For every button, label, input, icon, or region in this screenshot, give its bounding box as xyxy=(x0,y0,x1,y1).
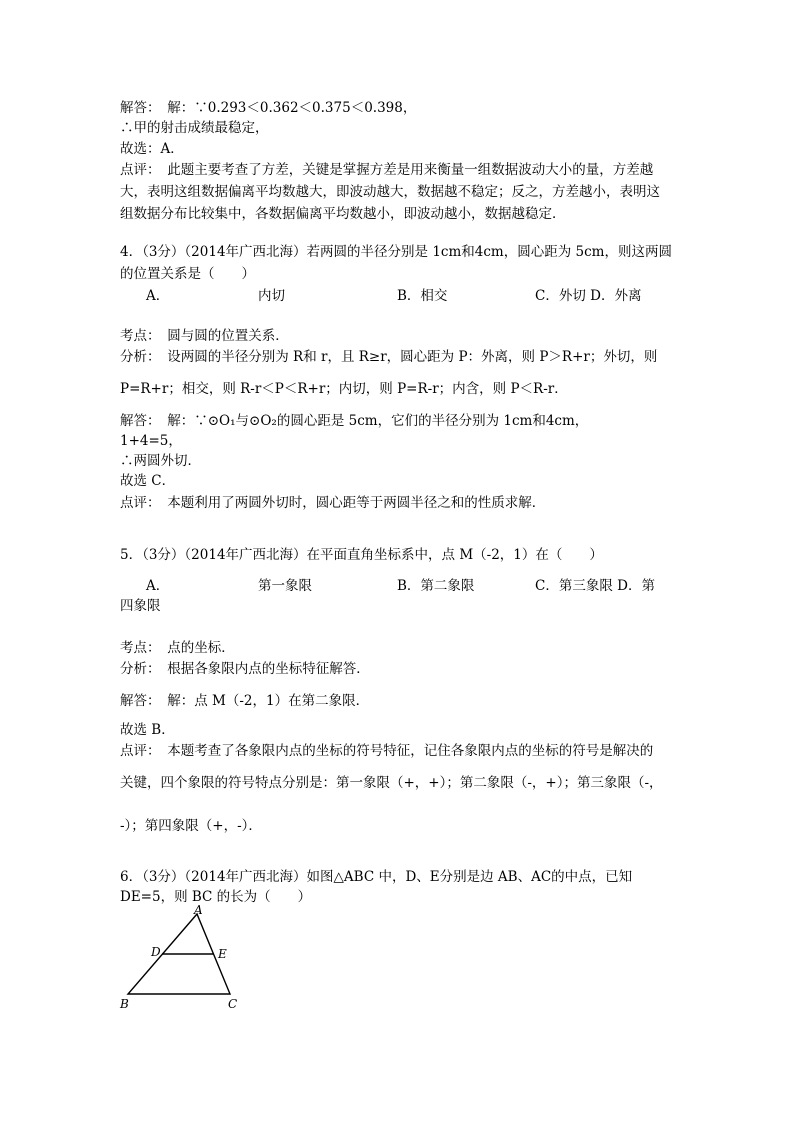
q4-option-a-text: 内切 xyxy=(258,288,285,304)
vertex-label-c: C xyxy=(228,997,238,1011)
q4-fenxi-line1: 分析： 设两圆的半径分别为 R和 r，且 R≥r，圆心距为 P：外离，则 P＞R+r；外切，则 xyxy=(120,349,658,365)
q5-choice: 故选 B． xyxy=(120,722,175,738)
q4-jieda-line3: ∴两圆外切． xyxy=(120,453,201,469)
q4-option-a-label: A． xyxy=(146,288,170,304)
q6-stem-line1: 6．（3分）（2014年广西北海）如图△ABC 中，D、E分别是边 AB、AC的中点，已知 xyxy=(120,869,633,885)
q5-stem: 5．（3分）（2014年广西北海）在平面直角坐标系中，点 M（-2，1）在（ ） xyxy=(120,547,603,563)
q3-answer: 解答： 解：∵0.293＜0.362＜0.375＜0.398， xyxy=(120,100,417,116)
q3-comment-line3: 组数据分布比较集中，各数据偏离平均数越小，即波动越小，数据越稳定． xyxy=(120,206,566,222)
vertex-label-a: A xyxy=(194,904,203,917)
q5-comment-line2: 关键，四个象限的符号特点分别是：第一象限（+，+）；第二象限（-，+）；第三象限（-， xyxy=(120,775,663,791)
q5-option-d-cont: 四象限 xyxy=(120,598,161,614)
q5-option-a-label: A． xyxy=(146,578,170,594)
q4-stem-line1: 4．（3分）（2014年广西北海）若两圆的半径分别是 1cm和4cm，圆心距为 5cm，则这两圆 xyxy=(120,244,672,260)
q5-fenxi: 分析： 根据各象限内点的坐标特征解答． xyxy=(120,661,370,677)
q4-option-cd: C．外切 D．外离 xyxy=(535,288,642,304)
q5-kaodian: 考点： 点的坐标． xyxy=(120,640,235,656)
q3-choice: 故选：A． xyxy=(120,141,184,157)
q4-option-b: B．相交 xyxy=(397,288,448,304)
vertex-label-d: D xyxy=(151,945,161,959)
q4-choice: 故选 C． xyxy=(120,473,176,489)
q5-option-b: B．第二象限 xyxy=(397,578,475,594)
vertex-label-b: B xyxy=(120,997,129,1011)
q3-comment-line2: 大，表明这组数据偏离平均数越大，即波动越大，数据越不稳定；反之，方差越小，表明这 xyxy=(120,184,660,200)
triangle-figure xyxy=(116,904,256,1014)
q5-jieda: 解答： 解：点 M（-2，1）在第二象限． xyxy=(120,693,370,709)
q5-comment-line1: 点评： 本题考查了各象限内点的坐标的符号特征，记住各象限内点的坐标的符号是解决的 xyxy=(120,743,654,759)
q4-stem-line2: 的位置关系是（ ） xyxy=(120,266,255,282)
q4-fenxi-line2: P=R+r；相交，则 R-r＜P＜R+r；内切，则 P=R-r；内含，则 P＜R-r． xyxy=(120,381,568,397)
q5-comment-line3: -）；第四象限（+，-）． xyxy=(120,818,262,834)
q5-option-a-text: 第一象限 xyxy=(258,578,312,594)
vertex-label-e: E xyxy=(218,947,227,961)
q3-comment-line1: 点评： 此题主要考查了方差，关键是掌握方差是用来衡量一组数据波动大小的量，方差越 xyxy=(120,162,654,178)
q4-jieda-line1: 解答： 解：∵⊙O₁与⊙O₂的圆心距是 5cm，它们的半径分别为 1cm和4cm， xyxy=(120,413,589,429)
q4-comment: 点评： 本题利用了两圆外切时，圆心距等于两圆半径之和的性质求解． xyxy=(120,495,546,511)
q5-option-cd: C．第三象限 D．第 xyxy=(535,578,655,594)
q4-kaodian: 考点： 圆与圆的位置关系． xyxy=(120,328,289,344)
q3-conclusion: ∴甲的射击成绩最稳定， xyxy=(120,120,269,136)
q6-stem-line2: DE=5，则 BC 的长为（ ） xyxy=(120,889,312,905)
q4-jieda-line2: 1+4=5， xyxy=(120,433,182,449)
